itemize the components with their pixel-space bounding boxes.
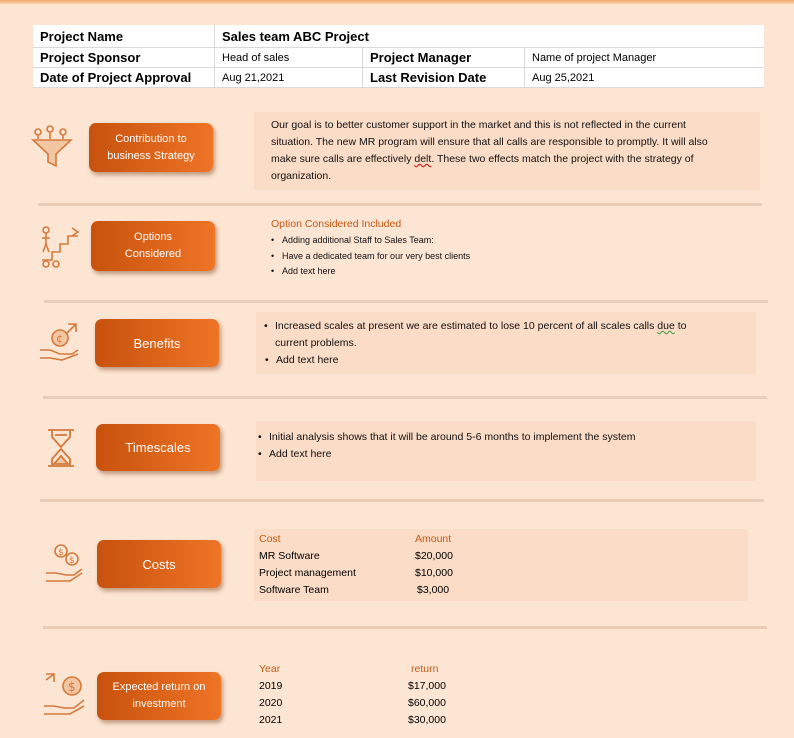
divider-5 [43,626,767,629]
contribution-text [271,117,757,185]
expected-return-button[interactable] [97,672,221,720]
return-value: $30,000 [408,714,446,726]
timescales-button[interactable] [96,424,220,471]
options-button[interactable] [91,221,215,271]
contribution-line3b: . These two effects match the project with the strategy of [431,153,694,165]
list-item: • Add text here [271,264,751,280]
timescales-text [258,429,753,463]
manager-value: Name of project Manager [525,48,765,68]
svg-text:¢: ¢ [56,332,63,345]
costs-item: MR Software [259,550,320,562]
benefits-text [264,318,754,369]
svg-text:$: $ [68,680,76,694]
costs-item: Project management [259,567,356,579]
options-list [271,233,751,280]
return-year: 2021 [259,714,283,726]
list-item: • Add text here [258,446,753,463]
contribution-button-line2: business Strategy [107,149,195,162]
project-name-value: Sales team ABC Project [215,25,765,48]
timescales-button-label: Timescales [125,440,191,455]
costs-button[interactable] [97,540,221,588]
return-value: $17,000 [408,680,446,692]
project-info-table [33,25,764,88]
options-button-line1: Options [134,231,172,243]
costs-col1-header: Cost [259,533,281,545]
svg-text:$: $ [58,548,64,558]
approval-value: Aug 21,2021 [215,68,363,88]
contribution-button[interactable] [89,123,213,172]
return-value: $60,000 [408,697,446,709]
benefits-line1a: Increased scales at present we are estimated to lose 10 percent of all scales calls [275,320,658,332]
costs-amount: $10,000 [415,567,453,579]
options-button-line2: Considered [124,248,182,260]
return-col2-header: return [411,663,439,675]
manager-label: Project Manager [363,48,525,68]
return-value-column [408,661,446,729]
contribution-misspelled-word: delt [414,153,432,165]
benefits-button-label: Benefits [133,335,181,351]
return-year-column [259,661,282,729]
costs-amount: $3,000 [417,584,450,596]
project-name-label: Project Name [33,25,215,48]
sponsor-value: Head of sales [215,48,363,68]
list-item [264,318,754,352]
contribution-line4: organization. [271,170,332,182]
coin-hand-icon [38,320,80,367]
benefits-line1b: to [674,320,687,332]
divider-1 [38,203,762,206]
contribution-line3 [271,151,757,168]
costs-col2-header: Amount [415,533,452,545]
hourglass-icon [44,427,78,474]
contribution-line3a: make sure calls are effectively [271,153,415,165]
benefits-line1c: current problems. [275,337,357,349]
money-hand-icon [44,543,84,590]
costs-amount: $20,000 [415,550,453,562]
stairs-growth-icon [38,222,82,273]
divider-2 [44,300,768,303]
return-col1-header: Year [259,663,281,675]
revision-label: Last Revision Date [363,68,525,88]
costs-item: Software Team [259,584,329,596]
divider-4 [40,499,764,502]
options-heading: Option Considered Included [271,218,402,230]
contribution-line1: Our goal is to better customer support in the market and this is not reflected in the current [271,119,686,131]
approval-label: Date of Project Approval [33,68,215,88]
svg-text:$: $ [69,556,75,566]
list-item: • Adding additional Staff to Sales Team: [271,233,751,249]
list-item: • Initial analysis shows that it will be around 5-6 months to implement the system [258,429,753,446]
dollar-hand-icon [42,670,86,723]
benefits-list [264,318,754,369]
return-year: 2020 [259,697,283,709]
funnel-icon [30,124,74,175]
top-accent-line [0,0,794,4]
contribution-button-line1: Contribution to [115,132,187,145]
costs-button-label: Costs [142,556,176,572]
costs-item-column [259,531,356,599]
contribution-line2: situation. The new MR program will ensure that all calls are responsible to promptly. It will also [271,136,708,148]
return-button-line1: Expected return on [112,681,206,693]
options-text [271,216,751,280]
benefits-grammar-word: due [657,320,675,332]
benefits-button[interactable] [95,319,219,367]
list-item: • Add text here [265,352,754,369]
return-year: 2019 [259,680,283,692]
timescales-list [258,429,753,463]
revision-value: Aug 25,2021 [525,68,765,88]
sponsor-label: Project Sponsor [33,48,215,68]
divider-3 [43,396,767,399]
list-item: • Have a dedicated team for our very best clients [271,249,751,265]
costs-amount-column [415,531,453,599]
return-button-line2: investment [132,698,186,710]
